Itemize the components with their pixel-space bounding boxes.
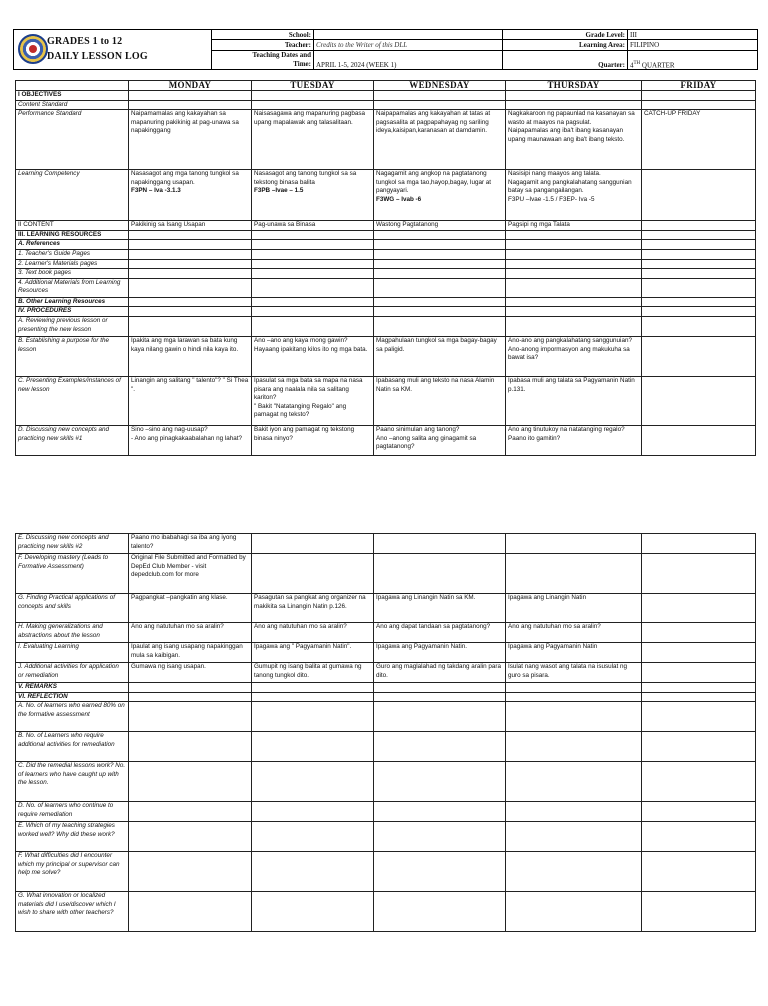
table-row — [16, 376, 756, 425]
performance-standard-mon: Naipamamalas ang kakayahan sa mapanuring pakikinig at pag-unawa sa napakinggang — [129, 110, 252, 170]
performance-standard-tue: Naisasagawa ang mapanuring pagbasa upang mapalawak ang talasalitaan. — [252, 110, 374, 170]
learning-area-value: FILIPINO — [628, 40, 758, 50]
proc-h-thu: Ano ang natutuhan mo sa aralin? — [506, 623, 642, 643]
table-row — [16, 170, 756, 221]
dll-header — [13, 29, 757, 70]
textbook-label: 3. Text book pages — [16, 269, 129, 279]
day-header-row — [16, 81, 756, 91]
proc-f-mon: Original File Submitted and Formatted by DepEd Club Member - visit depedclub.com for more — [129, 554, 252, 594]
proc-i-label: I. Evaluating Learning — [16, 643, 129, 663]
lesson-log-table-part1 — [15, 80, 756, 456]
table-row — [16, 623, 756, 643]
table-row — [16, 249, 756, 259]
dates-value: APRIL 1-5, 2024 (WEEK 1) — [314, 50, 503, 69]
table-row — [16, 278, 756, 297]
table-row — [16, 594, 756, 623]
header-title-line1: GRADES 1 to 12 — [47, 36, 123, 47]
table-row — [16, 269, 756, 279]
grade-level-value: III — [628, 30, 758, 40]
proc-b-thu: Ano-ano ang pangkalahatang sanggunuian? Ano-anong impormasyon ang makukuha sa bawat isa? — [506, 336, 642, 376]
content-label: II CONTENT — [16, 221, 129, 231]
table-row — [16, 692, 756, 702]
teacher-label: Teacher: — [212, 40, 314, 50]
reflection-g-label: G. What innovation or localized materials did I use/discover which I wish to share with other teachers? — [16, 892, 129, 932]
table-row — [16, 259, 756, 269]
table-row — [16, 663, 756, 683]
header-info-table — [211, 29, 758, 70]
proc-i-thu: Ipagawa ang Pagyamanin Natin — [506, 643, 642, 663]
table-row — [16, 852, 756, 892]
corner-cell — [16, 81, 129, 91]
proc-i-tue: Ipagawa ang " Pagyamanin Natin". — [252, 643, 374, 663]
other-resources-label: B. Other Learning Resources — [16, 297, 129, 307]
proc-b-wed: Magpahulaan tungkol sa mga bagay-bagay sa paligid. — [374, 336, 506, 376]
learning-resources-heading: III. LEARNING RESOURCES — [16, 230, 129, 240]
dates-label-line1: Teaching Dates and — [212, 50, 314, 60]
proc-c-label: C. Presenting Examples/instances of new lesson — [16, 376, 129, 425]
learning-competency-label: Learning Competency — [16, 170, 129, 221]
reflection-d-label: D. No. of learners who continue to require remediation — [16, 802, 129, 822]
table-row — [16, 240, 756, 250]
performance-standard-wed: Naipapamalas ang kakayahan at tatas at pagsasalita at pagpapahayag ng sariling ideya,kaisipan,karanasan at damdamin. — [374, 110, 506, 170]
objectives-heading: I OBJECTIVES — [16, 91, 129, 101]
header-title-line2: DAILY LESSON LOG — [47, 51, 148, 62]
proc-g-thu: Ipagawa ang Linangin Natin — [506, 594, 642, 623]
table-row — [16, 762, 756, 802]
learners-materials-label: 2. Learner's Materials pages — [16, 259, 129, 269]
reflection-heading: VI. REFLECTION — [16, 692, 129, 702]
performance-standard-thu: Nagkakaroon ng papaunlad na kasanayan sa wasto at maayos na pagsulat. Naipapamalas ang iba't ibang kasanayan upang maunawaan ang iba't ibang teksto. — [506, 110, 642, 170]
day-thursday: THURSDAY — [506, 81, 642, 91]
table-row — [16, 297, 756, 307]
table-row — [16, 554, 756, 594]
table-row — [16, 221, 756, 231]
table-row — [16, 91, 756, 101]
quarter-label: Quarter: — [503, 50, 628, 69]
proc-d-wed: Paano sinimulan ang tanong? Ano –anong salita ang ginagamit sa pagtatanong? — [374, 425, 506, 455]
proc-j-thu: Isulat nang wasot ang talata na isusulat ng guro sa pisara. — [506, 663, 642, 683]
grade-level-label: Grade Level: — [503, 30, 628, 40]
day-tuesday: TUESDAY — [252, 81, 374, 91]
lesson-log-table-part2 — [15, 533, 756, 932]
learning-competency-wed: Nagagamit ang angkop na pagtatanong tungkol sa mga tao,hayop,bagay, lugar at pangyayari. F3WG – Ivab -6 — [374, 170, 506, 221]
proc-b-mon: Ipakita ang mga larawan sa bata kung kaya nilang gawin o hindi nila kaya ito. — [129, 336, 252, 376]
proc-a-label: A. Reviewing previous lesson or presenting the new lesson — [16, 316, 129, 336]
table-row — [16, 307, 756, 317]
proc-j-mon: Gumawa ng isang usapan. — [129, 663, 252, 683]
proc-f-label: F. Developing mastery (Leads to Formative Assessment) — [16, 554, 129, 594]
proc-c-mon: Linangin ang salitang " talento"? " Si Thea ". — [129, 376, 252, 425]
references-label: A. References — [16, 240, 129, 250]
table-row — [16, 683, 756, 693]
table-row — [16, 802, 756, 822]
table-row — [16, 336, 756, 376]
proc-i-mon: Ipaulat ang isang usapang napakinggan mula sa kaibigan. — [129, 643, 252, 663]
dates-label-line2: Time: — [212, 60, 314, 70]
table-row — [16, 534, 756, 554]
proc-g-wed: Ipagawa ang Linangin Natin sa KM. — [374, 594, 506, 623]
procedures-heading: IV. PROCEDURES — [16, 307, 129, 317]
reflection-f-label: F. What difficulties did I encounter which my principal or supervisor can help me solve? — [16, 852, 129, 892]
proc-e-mon: Paano mo ibabahagi sa iba ang iyong talento? — [129, 534, 252, 554]
reflection-b-label: B. No. of Learners who require additional activities for remediation — [16, 732, 129, 762]
teacher-value: Credits to the Writer of this DLL — [314, 40, 503, 50]
content-mon: Pakikinig sa Isang Usapan — [129, 221, 252, 231]
proc-d-mon: Sino –sino ang nag-uusap? - Ano ang pinagkakaabalahan ng lahat? — [129, 425, 252, 455]
deped-seal-icon — [18, 34, 48, 64]
proc-h-wed: Ano ang dapat tandaan sa pagtatanong? — [374, 623, 506, 643]
proc-g-tue: Pasagutan sa pangkat ang organizer na makikita sa Linangin Natin p.126. — [252, 594, 374, 623]
proc-b-label: B. Establishing a purpose for the lesson — [16, 336, 129, 376]
school-value — [314, 30, 503, 40]
table-row — [16, 110, 756, 170]
proc-e-label: E. Discussing new concepts and practicing new skills #2 — [16, 534, 129, 554]
teachers-guide-label: 1. Teacher's Guide Pages — [16, 249, 129, 259]
table-row — [16, 230, 756, 240]
content-standard-label: Content Standard — [16, 100, 129, 110]
header-title-block — [13, 29, 211, 70]
reflection-a-label: A. No. of learners who earned 80% on the formative assessment — [16, 702, 129, 732]
proc-c-tue: Ipasulat sa mga bata sa mapa na nasa pisara ang naalala nila sa salitang kariton? " Bakit "Natatanging Regalo" ang pamagat ng teksto? — [252, 376, 374, 425]
table-row — [16, 100, 756, 110]
proc-h-tue: Ano ang natutuhan mo sa aralin? — [252, 623, 374, 643]
table-row — [16, 643, 756, 663]
proc-h-label: H. Making generalizations and abstractions about the lesson — [16, 623, 129, 643]
table-row — [16, 702, 756, 732]
proc-i-wed: Ipagawa ang Pagyamanin Natin. — [374, 643, 506, 663]
table-row — [16, 732, 756, 762]
table-row — [16, 822, 756, 852]
proc-g-mon: Pagpangkat –pangkatin ang klase. — [129, 594, 252, 623]
day-wednesday: WEDNESDAY — [374, 81, 506, 91]
quarter-value: 4TH QUARTER — [628, 50, 758, 69]
learning-competency-mon: Nasasagot ang mga tanong tungkol sa napakinggang usapan. F3PN – Iva -3.1.3 — [129, 170, 252, 221]
proc-d-label: D. Discussing new concepts and practicing new skills #1 — [16, 425, 129, 455]
proc-j-tue: Gumupit ng isang balita at gumawa ng tanong tungkol dito. — [252, 663, 374, 683]
table-row — [16, 425, 756, 455]
reflection-e-label: E. Which of my teaching strategies worked well? Why did these work? — [16, 822, 129, 852]
content-tue: Pag-unawa sa Binasa — [252, 221, 374, 231]
learning-competency-tue: Nasasagot ang tanong tungkol sa sa tekstong binasa balita F3PB –Ivae – 1.5 — [252, 170, 374, 221]
learning-competency-thu: Nasisipi nang maayos ang talata. Nagagamit ang pangkalahatang sanggunian batay sa pangangailangan. F3PU –Ivae -1.5 / F3EP- Iva -5 — [506, 170, 642, 221]
learning-area-label: Learning Area: — [503, 40, 628, 50]
table-row — [16, 892, 756, 932]
content-thu: Pagsipi ng mga Talata — [506, 221, 642, 231]
proc-d-thu: Ano ang tinutukoy na natatanging regalo? Paano ito gamitin? — [506, 425, 642, 455]
proc-h-mon: Ano ang natutuhan mo sa aralin? — [129, 623, 252, 643]
proc-c-thu: Ipabasa muli ang talata sa Pagyamanin Natin p.131. — [506, 376, 642, 425]
proc-j-label: J. Additional activities for application or remediation — [16, 663, 129, 683]
performance-standard-fri: CATCH-UP FRIDAY — [642, 110, 756, 170]
proc-g-label: G. Finding Practical applications of concepts and skills — [16, 594, 129, 623]
table-row — [16, 316, 756, 336]
school-label: School: — [212, 30, 314, 40]
reflection-c-label: C. Did the remedial lessons work? No. of learners who have caught up with the lesson. — [16, 762, 129, 802]
proc-b-tue: Ano –ano ang kaya mong gawin? Hayaang ipakitang kilos ito ng mga bata. — [252, 336, 374, 376]
content-wed: Wastong Pagtatanong — [374, 221, 506, 231]
proc-j-wed: Guro ang maglalahad ng takdang aralin para dito. — [374, 663, 506, 683]
proc-d-tue: Bakit iyon ang pamagat ng tekstong binasa ninyo? — [252, 425, 374, 455]
remarks-heading: V. REMARKS — [16, 683, 129, 693]
day-monday: MONDAY — [129, 81, 252, 91]
proc-c-wed: Ipabasang muli ang teksto na nasa Alamin Natin sa KM. — [374, 376, 506, 425]
additional-materials-label: 4. Additional Materials from Learning Resources — [16, 278, 129, 297]
performance-standard-label: Performance Standard — [16, 110, 129, 170]
day-friday: FRIDAY — [642, 81, 756, 91]
